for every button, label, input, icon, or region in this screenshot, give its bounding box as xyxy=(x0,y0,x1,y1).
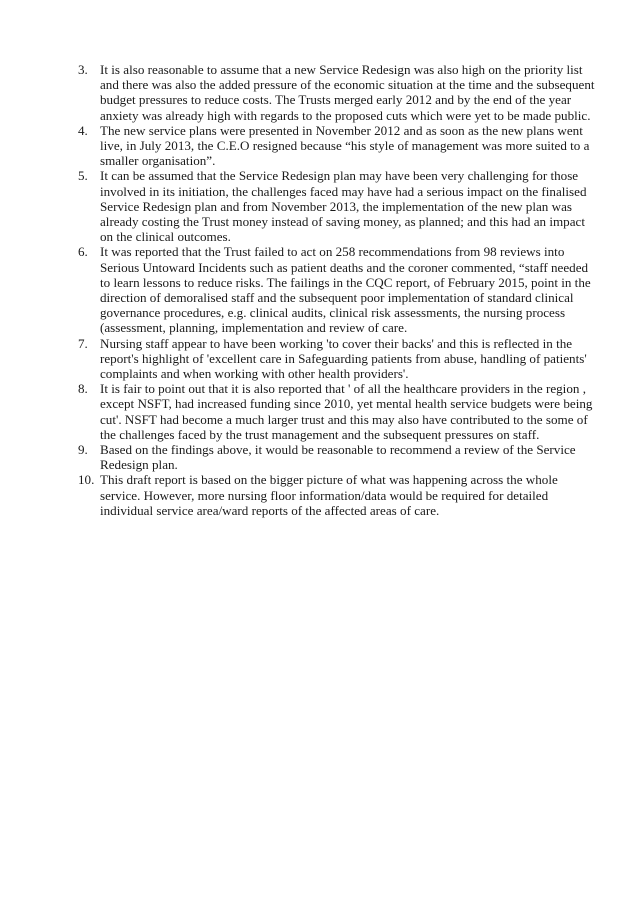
item-text: This draft report is based on the bigger picture of what was happening across the whole service. However, more nursing floor information/data would be required for detailed individual service area/ward reports of the affected areas of care. xyxy=(100,472,558,518)
item-number: 6. xyxy=(78,244,88,260)
item-number: 7. xyxy=(78,335,88,351)
item-number: 10. xyxy=(78,472,95,488)
item-text: It is also reasonable to assume that a new Service Redesign was also high on the priority list and there was also the added pressure of the economic situation at the time and the subsequent budget pressures to reduce costs. The Trusts merged early 2012 and by the end of the year anxiety was already high with regards to the proposed cuts which were yet to be made public. xyxy=(100,62,595,123)
item-text: Based on the findings above, it would be reasonable to recommend a review of the Service Redesign plan. xyxy=(100,442,576,473)
list-item xyxy=(78,62,598,123)
item-text: It can be assumed that the Service Redesign plan may have been very challenging for those involved in its initiation, the challenges faced may have had a serious impact on the finalised Service Redesign plan and from November 2013, the implementation of the new plan was already costing the Trust money instead of saving money, as planned; and this had an impact on the clinical outcomes. xyxy=(100,168,587,245)
item-number: 8. xyxy=(78,381,88,397)
item-text: Nursing staff appear to have been working 'to cover their backs' and this is reflected in the report's highlight of 'excellent care in Safeguarding patients from abuse, handling of patients' complaints and when working with other health providers'. xyxy=(100,335,587,382)
list-item xyxy=(78,123,598,169)
item-number: 3. xyxy=(78,62,88,77)
list-item xyxy=(78,381,598,442)
item-text: It was reported that the Trust failed to act on 258 recommendations from 98 reviews into Serious Untoward Incidents such as patient deaths and the coroner commented, “staff needed to learn lessons to reduce risks. The failings in the CQC report, of February 2015, point in the direction of demoralised staff and the subsequent poor implementation of standard clinical governance procedures, e.g. clinical audits, clinical risk assessments, the nursing process (assessment, planning, implementation and review of care. xyxy=(100,244,591,336)
numbered-findings-list xyxy=(78,62,598,518)
list-item xyxy=(78,442,598,472)
list-item xyxy=(78,244,598,335)
item-number: 4. xyxy=(78,122,88,138)
list-item xyxy=(78,336,598,382)
item-number: 5. xyxy=(78,168,88,184)
item-text: It is fair to point out that it is also reported that ' of all the healthcare providers in the region , except NSFT, had increased funding since 2010, yet mental health service budgets were being cut'. NSFT had become a much larger trust and this may also have contributed to the some of the challenges faced by the trust management and the subsequent pressures on staff. xyxy=(100,381,593,442)
list-item xyxy=(78,472,598,518)
item-number: 9. xyxy=(78,442,88,458)
item-text: The new service plans were presented in November 2012 and as soon as the new plans went live, in July 2013, the C.E.O resigned because “his style of management was more suited to a smaller organisation”. xyxy=(100,122,590,169)
list-item xyxy=(78,168,598,244)
